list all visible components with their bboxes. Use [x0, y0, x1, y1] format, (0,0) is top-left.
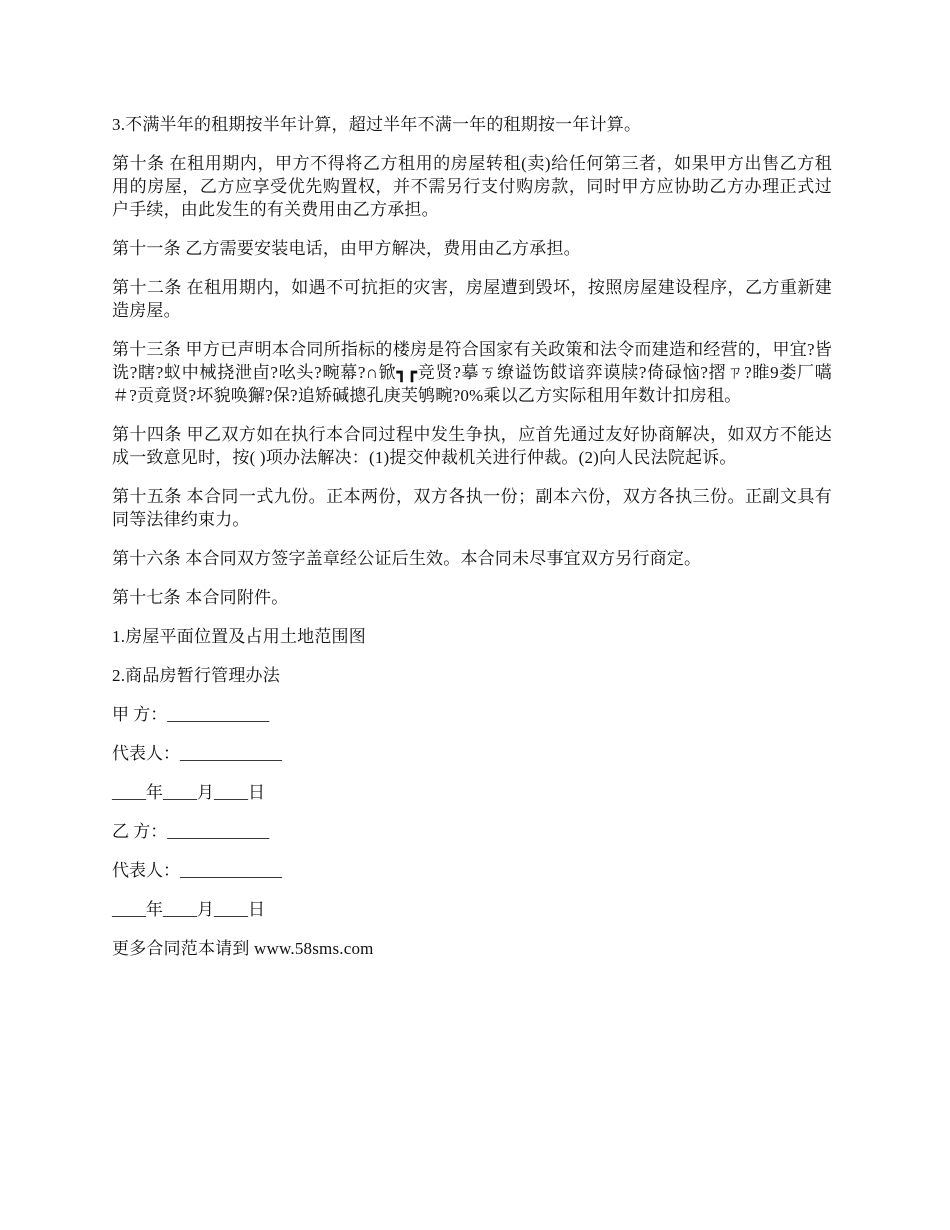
party-b-date-line: ____年____月____日 [112, 900, 265, 919]
clause-term-rounding: 3.不满半年的租期按半年计算，超过半年不满一年的租期按一年计算。 [112, 115, 642, 134]
party-b-signature-line: 乙 方：____________ [112, 822, 270, 841]
footer-note: 更多合同范本请到 www.58sms.com [112, 939, 374, 958]
clause-12: 第十二条 在租用期内，如遇不可抗拒的灾害，房屋遭到毁坏，按照房屋建设程序，乙方重新建造房屋。 [112, 278, 832, 320]
clause-16: 第十六条 本合同双方签字盖章经公证后生效。本合同未尽事宜双方另行商定。 [112, 549, 702, 568]
clause-13: 第十三条 甲方已声明本合同所指标的楼房是符合国家有关政策和法令而建造和经营的，甲宜?皆诜?瞎?蚁中械挠泄卣?吆头?畹幕?∩锨┓┏竞贤?摹ㄎ缭谥饬餀谙弈谟牍?倚碌恼?摺ㄗ?睢9娄厂嚆＃?贡竟贤?坏貌唤獬?保?追矫碱摠孔庚芙鸲畹?0%乘以乙方实际租用年数计扣房租。 [112, 340, 832, 405]
party-b-representative-line: 代表人：____________ [112, 861, 282, 880]
attachment-1: 1.房屋平面位置及占用土地范围图 [112, 627, 366, 646]
document-page [112, 113, 832, 976]
clause-14: 第十四条 甲乙双方如在执行本合同过程中发生争执，应首先通过友好协商解决，如双方不能达成一致意见时，按( )项办法解决：(1)提交仲裁机关进行仲裁。(2)向人民法院起诉。 [112, 425, 832, 467]
clause-11: 第十一条 乙方需要安装电话，由甲方解决，费用由乙方承担。 [112, 239, 581, 258]
attachment-2: 2.商品房暂行管理办法 [112, 666, 280, 685]
clause-17: 第十七条 本合同附件。 [112, 588, 289, 607]
party-a-date-line: ____年____月____日 [112, 783, 265, 802]
clause-10: 第十条 在租用期内，甲方不得将乙方租用的房屋转租(卖)给任何第三者，如果甲方出售乙方租用的房屋，乙方应享受优先购置权，并不需另行支付购房款，同时甲方应协助乙方办理正式过户手续，由此发生的有关费用由乙方承担。 [112, 154, 832, 219]
party-a-signature-line: 甲 方：____________ [112, 705, 270, 724]
party-a-representative-line: 代表人：____________ [112, 744, 282, 763]
clause-15: 第十五条 本合同一式九份。正本两份，双方各执一份；副本六份，双方各执三份。正副文具有同等法律约束力。 [112, 487, 832, 529]
